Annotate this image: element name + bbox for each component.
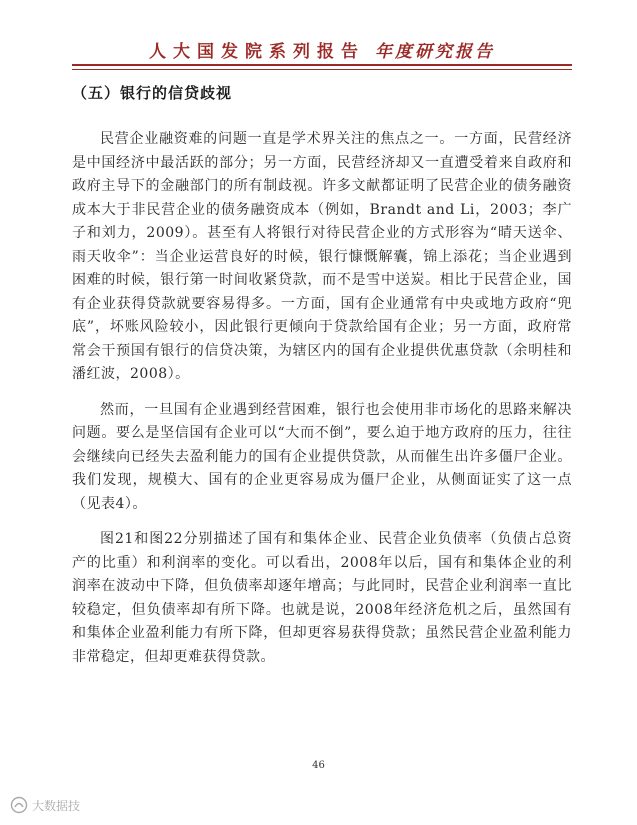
header-rule-thin: [72, 69, 572, 70]
watermark-text: 大数据技: [32, 798, 81, 813]
header-title: 人大国发院系列报告: [149, 42, 365, 62]
running-header: [72, 30, 572, 62]
watermark: [10, 796, 80, 814]
page-number: 46: [312, 760, 325, 771]
watermark-logo-icon: [10, 796, 28, 814]
section-heading: （五）银行的信贷歧视: [72, 84, 233, 102]
body-text: [72, 128, 572, 681]
paragraph-3: 图21和图22分别描述了国有和集体企业、民营企业负债率（负债占总资产的比重）和利润率的变化。可以看出，2008年以后，国有和集体企业的利润率在波动中下降，但负债率却逐年增高；与此同时，民营企业利润率一直比较稳定，但负债率却有所下降。也就是说，2008年经济危机之后，虽然国有和集体企业盈利能力有所下降，但却更容易获得贷款；虽然民营企业盈利能力非常稳定，但却更难获得贷款。: [72, 531, 572, 665]
header-rule-thick: [72, 64, 572, 66]
paragraph-1: 民营企业融资难的问题一直是学术界关注的焦点之一。一方面，民营经济是中国经济中最活跃的部分；另一方面，民营经济却又一直遭受着来自政府和政府主导下的金融部门的所有制歧视。许多文献都证明了民营企业的债务融资成本大于非民营企业的债务融资成本（例如，Brandt and Li，2003；李广子和刘力，2009）。甚至有人将银行对待民营企业的方式形容为“晴天送伞、雨天收伞”：当企业运营良好的时候，银行慷慨解囊，锦上添花；当企业遇到困难的时候，银行第一时间收紧贷款，而不是雪中送炭。相比于民营企业，国有企业获得贷款就要容易得多。一方面，国有企业通常有中央或地方政府“兜底”，坏账风险较小，因此银行更倾向于贷款给国有企业；另一方面，政府常常会干预国有银行的信贷决策，为辖区内的国有企业提供优惠贷款（余明桂和潘红波，2008）。: [72, 131, 572, 382]
header-subtitle: 年度研究报告: [375, 42, 495, 62]
paragraph-2: 然而，一旦国有企业遇到经营困难，银行也会使用非市场化的思路来解决问题。要么是坚信国有企业可以“大而不倒”，要么迫于地方政府的压力，往往会继续向已经失去盈利能力的国有企业提供贷款，从而催生出许多僵尸企业。我们发现，规模大、国有的企业更容易成为僵尸企业，从侧面证实了这一点（见表4）。: [72, 401, 572, 512]
